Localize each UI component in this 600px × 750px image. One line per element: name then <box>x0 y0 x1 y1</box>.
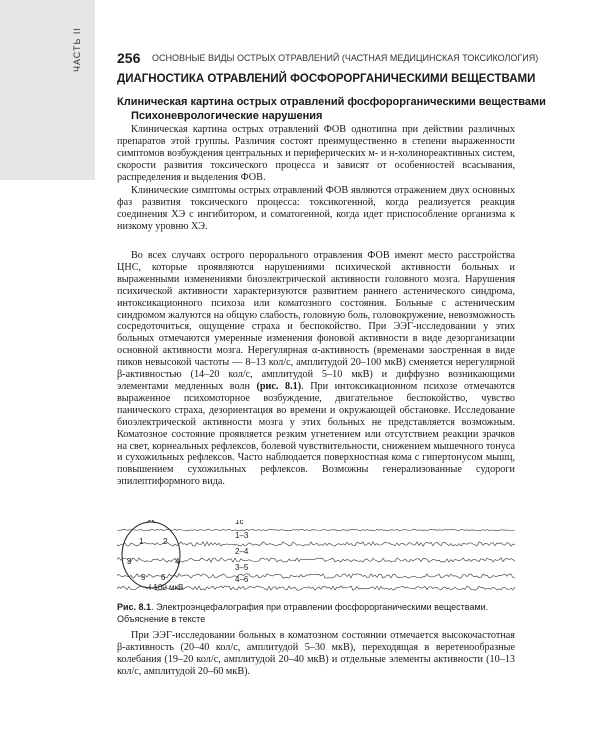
part-label: ЧАСТЬ II <box>72 27 82 72</box>
channel-label-3: 2–4 <box>235 547 249 556</box>
electrode-label-4: 4 <box>175 557 180 566</box>
channel-label-1: 1с <box>235 520 244 526</box>
electrode-label-3: 3 <box>127 557 132 566</box>
paragraph-text-part: . При интоксикационном психозе отмечаются выраженное психомоторное возбуждение, двигательное беспокойство, чувство панического страха, дезориентация во времени и окружающей обстановке. Исследование биоэлектрической активности мозга у этих больных не представляется возможным. Коматозное состояние проявляется резким угнетением или отсутствием реакции зрачков на свет, корнеальных рефлексов, болевой чувствительности, снижением мышечного тонуса и сухожильных рефлексов. Часто наблюдается поверхностная кома с гипертонусом мышц, повышением сухожильных рефлексов. Возможны генерализованные судороги эпилептиформного вида. <box>117 380 515 488</box>
page-number: 256 <box>117 50 141 66</box>
eeg-trace-1 <box>117 529 515 530</box>
paragraph-text-part: Во всех случаях острого перорального отравления ФОВ имеют место расстройства ЦНС, которые проявляются нарушениями психической активности больных и выраженными изменениями биоэлектрической активности головного мозга. Нарушения психической активности характеризуются развитием раннего астенического синдрома, интоксикационного психоза или коматозного состояния. Больные с астеническим синдромом жалуются на общую слабость, головную боль, головокружение, невозможность сосредоточиться, ощущение страха и беспокойство. При ЭЭГ-исследовании у этих больных отмечаются умеренные изменения фоновой активности в виде дезорганизации основной активности мозга. Нерегулярная α-активность (временами заостренная в виде пиков невысокой частоты — 8–13 кол/с, амплитудой 20–100 мкВ) сменяется нерегулярной β-активностью (14–20 кол/с, амплитудой 5–10 мкВ) и диффузно возникающими элементами медленных волн <box>117 250 515 392</box>
caption-text: . Электроэнцефалография при отравлении фосфорорганическими веществами. Объяснение в тексте <box>117 602 489 624</box>
paragraph-text <box>117 250 515 488</box>
channel-label-5: 4–6 <box>235 575 249 584</box>
electrode-label-5: 5 <box>141 573 146 582</box>
scale-label: I 100 мкВ <box>149 583 184 592</box>
paragraph-1 <box>117 124 515 184</box>
subsubsection-heading: Психоневрологические нарушения <box>131 110 323 122</box>
electrode-label-1: 1 <box>139 537 144 546</box>
channel-label-2: 1–3 <box>235 531 249 540</box>
figure-reference: (рис. 8.1) <box>256 380 302 392</box>
electrode-label-6: 6 <box>161 573 166 582</box>
section-heading: ДИАГНОСТИКА ОТРАВЛЕНИЙ ФОСФОРОРГАНИЧЕСКИМИ ВЕЩЕСТВАМИ <box>117 73 536 85</box>
paragraph-text: Клинические симптомы острых отравлений ФОВ являются отражением двух основных фаз развития токсического процесса: токсикогенной, когда реализуется реакция соединения ХЭ с ингибитором, и соматогенной, когда идет приспособление организма к низкому уровню ХЭ. <box>117 185 515 232</box>
running-head: ОСНОВНЫЕ ВИДЫ ОСТРЫХ ОТРАВЛЕНИЙ (ЧАСТНАЯ МЕДИЦИНСКАЯ ТОКСИКОЛОГИЯ) <box>152 53 539 63</box>
eeg-figure-graphic <box>117 520 515 592</box>
head-outline <box>122 522 180 588</box>
paragraph-4 <box>117 630 515 678</box>
eeg-trace-4 <box>117 574 515 578</box>
channel-label-4: 3–5 <box>235 563 249 572</box>
figure-caption <box>117 602 515 625</box>
paragraph-3 <box>117 250 515 488</box>
paragraph-text: При ЭЭГ-исследовании больных в коматозном состоянии отмечается высокочастотная β-активность (20–40 кол/с, амплитудой 5–30 мкВ), переходящая в веретенообразные колебания (19–20 кол/с, амплитудой 20–40 мкВ) и отдельные элементы активности (10–13 кол/с, амплитудой 20–60 мкВ). <box>117 630 515 677</box>
electrode-label-2: 2 <box>163 537 168 546</box>
caption-label: Рис. 8.1 <box>117 602 152 612</box>
paragraph-2 <box>117 185 515 233</box>
subsection-heading: Клиническая картина острых отравлений фосфорорганическими веществами <box>117 96 546 108</box>
paragraph-text: Клиническая картина острых отравлений ФОВ однотипна при действии различных препаратов этой группы. Различия состоят преимущественно в степени выраженности симптомов возбуждения центральных и периферических м- и н-холинореактивных систем, скорости развития токсического процесса и зависят от особенностей всасывания, распределения и выделения ФОВ. <box>117 124 515 183</box>
eeg-figure <box>117 520 515 592</box>
eeg-trace-2 <box>117 542 515 546</box>
